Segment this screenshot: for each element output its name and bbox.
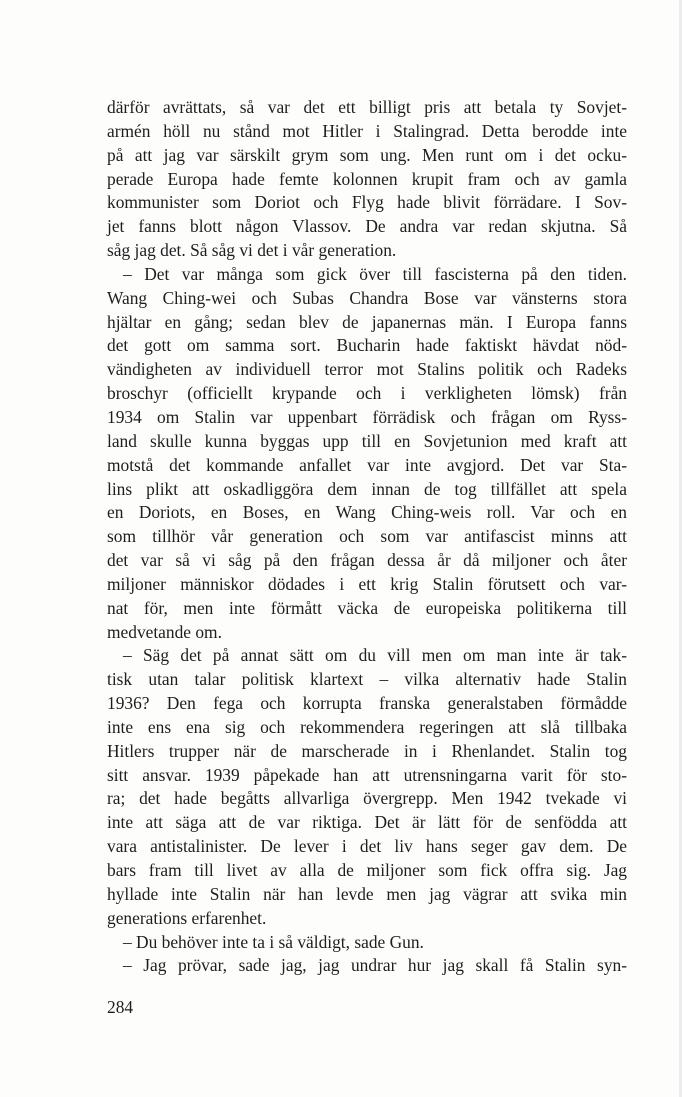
text-line: 1934 om Stalin var uppenbart förrädisk och frågan om Ryss- <box>107 406 627 427</box>
text-line: motstå det kommande anfallet var inte avgjord. Det var Sta- <box>107 454 627 475</box>
text-line: land skulle kunna byggas upp till en Sovjetunion med kraft att <box>107 430 627 451</box>
text-line: bars fram till livet av alla de miljoner som fick offra sig. Jag <box>107 860 627 880</box>
text-line: Wang Ching-wei och Subas Chandra Bose var vänsterns stora <box>107 287 627 308</box>
body-text <box>107 96 627 978</box>
text-line: armén höll nu stånd mot Hitler i Stalingrad. Detta berodde inte <box>107 120 627 141</box>
text-line: hyllade inte Stalin när han levde men jag vägrar att svika min <box>107 883 627 904</box>
text-line: – Jag prövar, sade jag, jag undrar hur jag skall få Stalin syn- <box>123 955 627 976</box>
text-line: det var så vi såg på den frågan dessa år då miljoner och åter <box>107 550 627 571</box>
text-line: lins plikt att oskadliggöra dem innan de tog tillfället att spela <box>107 478 627 499</box>
text-line: en Doriots, en Boses, en Wang Ching-weis roll. Var och en <box>107 502 627 523</box>
text-line: medvetande om. <box>107 621 222 642</box>
page-number: 284 <box>107 997 134 1017</box>
text-line: generations erfarenhet. <box>107 907 267 928</box>
text-line: sitt ansvar. 1939 påpekade han att utrensningarna varit för sto- <box>107 764 627 785</box>
text-line: kommunister som Doriot och Flyg hade blivit förrädare. I Sov- <box>107 192 627 213</box>
text-line: vara antistalinister. De lever i det liv hans seger gav dem. De <box>107 836 627 857</box>
text-line: miljoner människor dödades i ett krig Stalin förutsett och var- <box>107 573 627 594</box>
text-line: – Du behöver inte ta i så väldigt, sade Gun. <box>123 931 424 952</box>
text-line: som tillhör vår generation och som var antifascist minns att <box>107 526 627 547</box>
text-line: såg jag det. Så såg vi det i vår generation. <box>107 240 397 261</box>
text-line: perade Europa hade femte kolonnen krupit fram och av gamla <box>107 168 627 189</box>
text-line: tisk utan talar politisk klartext – vilka alternativ hade Stalin <box>107 669 627 690</box>
text-line: – Det var många som gick över till fascisterna på den tiden. <box>123 263 627 284</box>
text-line: – Säg det på annat sätt om du vill men om man inte är tak- <box>123 645 627 666</box>
text-line: det gott om samma sort. Bucharin hade faktiskt hävdat nöd- <box>107 335 627 356</box>
text-line: broschyr (officiellt krypande och i verkligheten lömsk) från <box>107 383 627 404</box>
text-line: 1936? Den fega och korrupta franska generalstaben förmådde <box>107 693 627 714</box>
text-line: på att jag var särskilt grym som ung. Men runt om i det ocku- <box>107 144 627 165</box>
text-line: inte ens ena sig och rekommendera regeringen att slå tillbaka <box>107 716 627 737</box>
text-line: därför avrättats, så var det ett billigt pris att betala ty Sovjet- <box>107 97 627 117</box>
text-line: Hitlers trupper när de marscherade in i Rhenlandet. Stalin tog <box>107 740 627 761</box>
text-line: hjältar en gång; sedan blev de japanernas män. I Europa fanns <box>107 311 627 332</box>
text-line: vändigheten av individuell terror mot Stalins politik och Radeks <box>107 359 627 380</box>
text-line: inte att säga att de var riktiga. Det är lätt för de senfödda att <box>107 812 627 833</box>
text-line: jet fanns blott någon Vlassov. De andra var redan skjutna. Så <box>107 216 627 237</box>
text-line: nat för, men inte förmått väcka de europeiska politikerna till <box>107 597 627 618</box>
text-line: ra; det hade begåtts allvarliga övergrepp. Men 1942 tvekade vi <box>107 788 627 809</box>
